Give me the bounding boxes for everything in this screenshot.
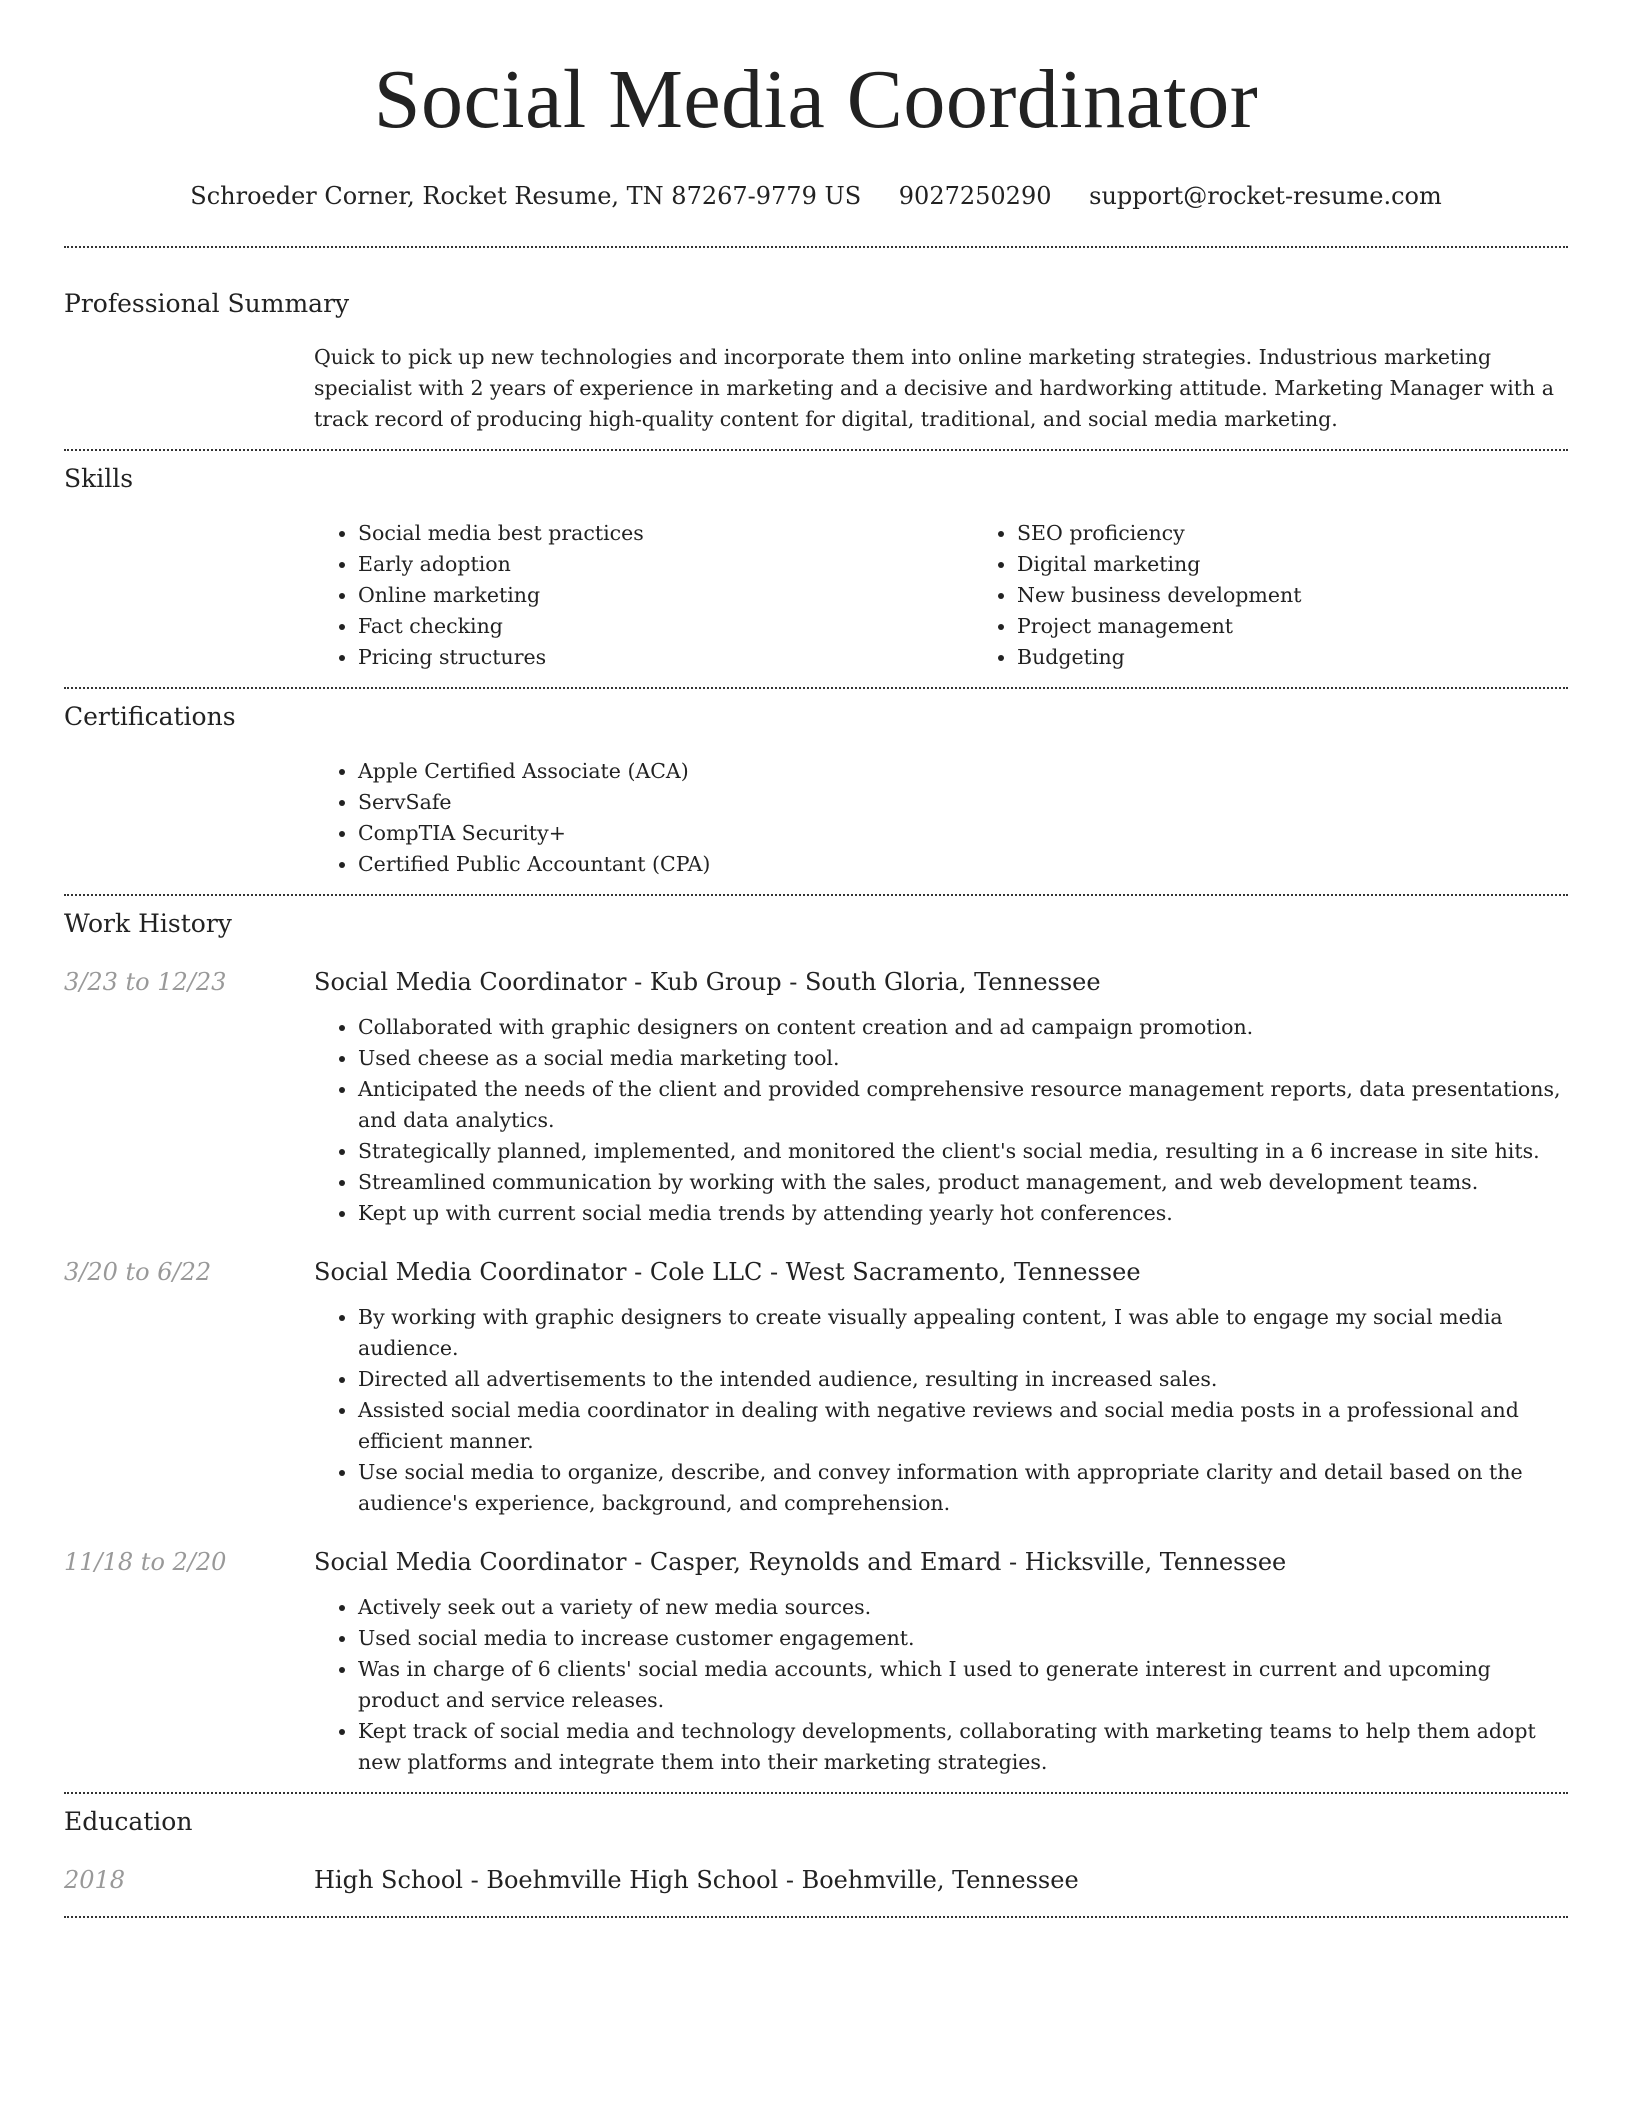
job-bullets: [314, 1302, 1568, 1519]
education-year: 2018: [64, 1866, 126, 1894]
list-item: • Used cheese as a social media marketing tool.: [358, 1043, 1568, 1074]
job-title: Social Media Coordinator - Cole LLC - West Sacramento, Tennessee: [314, 1258, 1141, 1286]
job-bullets-block: [314, 1592, 1568, 1778]
list-item: • Anticipated the needs of the client and provided comprehensive resource management reports, data presentations, and data analytics.: [358, 1074, 1568, 1136]
list-item: • CompTIA Security+: [358, 818, 1568, 849]
section-title-education: Education: [64, 1807, 193, 1836]
list-item: • Project management: [1017, 611, 1632, 642]
job-dates: 3/23 to 12/23: [64, 968, 227, 996]
job-bullets: [314, 1592, 1568, 1778]
education-entry: [64, 1864, 1568, 1896]
list-item: • Fact checking: [358, 611, 973, 642]
list-item: • Collaborated with graphic designers on content creation and ad campaign promotion.: [358, 1012, 1568, 1043]
list-item: • Assisted social media coordinator in dealing with negative reviews and social media posts in a professional and efficient manner.: [358, 1395, 1568, 1457]
contact-address: Schroeder Corner, Rocket Resume, TN 87267-9779 US: [190, 182, 862, 210]
list-item: • Online marketing: [358, 580, 973, 611]
certifications-block: [314, 756, 1568, 880]
list-item: • Apple Certified Associate (ACA): [358, 756, 1568, 787]
job-header: [64, 966, 1568, 998]
contact-email: support@rocket-resume.com: [1089, 182, 1442, 210]
list-item: • Social media best practices: [358, 518, 973, 549]
skills-list-right: [973, 518, 1632, 673]
job-entry: [64, 1256, 1568, 1519]
certifications-list: [314, 756, 1568, 880]
job-entry: [64, 966, 1568, 1229]
section-title-skills: Skills: [64, 464, 134, 493]
list-item: • Actively seek out a variety of new media sources.: [358, 1592, 1568, 1623]
divider: [64, 449, 1568, 451]
list-item: • Strategically planned, implemented, and monitored the client's social media, resulting in a 6 increase in site hits.: [358, 1136, 1568, 1167]
list-item: • Was in charge of 6 clients' social media accounts, which I used to generate interest in current and upcoming product and service releases.: [358, 1654, 1568, 1716]
job-title: Social Media Coordinator - Casper, Reynolds and Emard - Hicksville, Tennessee: [314, 1548, 1287, 1576]
list-item: • SEO proficiency: [1017, 518, 1632, 549]
list-item: • Use social media to organize, describe, and convey information with appropriate clarity and detail based on the audience's experience, background, and comprehension.: [358, 1457, 1568, 1519]
list-item: • Budgeting: [1017, 642, 1632, 673]
list-item: • Directed all advertisements to the intended audience, resulting in increased sales.: [358, 1364, 1568, 1395]
list-item: • By working with graphic designers to create visually appealing content, I was able to engage my social media audience.: [358, 1302, 1568, 1364]
skills-block: [314, 518, 1568, 673]
divider: [64, 246, 1568, 248]
job-header: [64, 1546, 1568, 1578]
section-title-summary: Professional Summary: [64, 289, 350, 318]
education-title: High School - Boehmville High School - Boehmville, Tennessee: [314, 1866, 1079, 1894]
divider: [64, 894, 1568, 896]
list-item: • Used social media to increase customer engagement.: [358, 1623, 1568, 1654]
skills-list-left: [314, 518, 973, 673]
list-item: • Early adoption: [358, 549, 973, 580]
list-item: • Pricing structures: [358, 642, 973, 673]
divider: [64, 1916, 1568, 1918]
page-title: Social Media Coordinator: [373, 53, 1259, 146]
list-item: • Digital marketing: [1017, 549, 1632, 580]
job-bullets: [314, 1012, 1568, 1229]
summary-text: Quick to pick up new technologies and incorporate them into online marketing strategies. Industrious marketing specialist with 2 years of experience in marketing and a decisive and hardworking attitude. Marketing Manager with a track record of producing high-quality content for digital, traditional, and social media marketing.: [314, 345, 1554, 431]
list-item: • ServSafe: [358, 787, 1568, 818]
summary-block: [314, 342, 1568, 435]
contact-line: [64, 180, 1568, 212]
list-item: • Certified Public Accountant (CPA): [358, 849, 1568, 880]
list-item: • Kept track of social media and technology developments, collaborating with marketing teams to help them adopt new platforms and integrate them into their marketing strategies.: [358, 1716, 1568, 1778]
job-entry: [64, 1546, 1568, 1778]
divider: [64, 687, 1568, 689]
job-dates: 11/18 to 2/20: [64, 1548, 227, 1576]
contact-phone: 9027250290: [898, 182, 1052, 210]
divider: [64, 1792, 1568, 1794]
job-dates: 3/20 to 6/22: [64, 1258, 212, 1286]
section-title-certifications: Certifications: [64, 702, 236, 731]
list-item: • Kept up with current social media trends by attending yearly hot conferences.: [358, 1198, 1568, 1229]
list-item: • Streamlined communication by working with the sales, product management, and web development teams.: [358, 1167, 1568, 1198]
job-bullets-block: [314, 1012, 1568, 1229]
job-bullets-block: [314, 1302, 1568, 1519]
job-header: [64, 1256, 1568, 1288]
section-title-work: Work History: [64, 909, 232, 938]
list-item: • New business development: [1017, 580, 1632, 611]
education-header: [64, 1864, 1568, 1896]
job-title: Social Media Coordinator - Kub Group - South Gloria, Tennessee: [314, 968, 1101, 996]
